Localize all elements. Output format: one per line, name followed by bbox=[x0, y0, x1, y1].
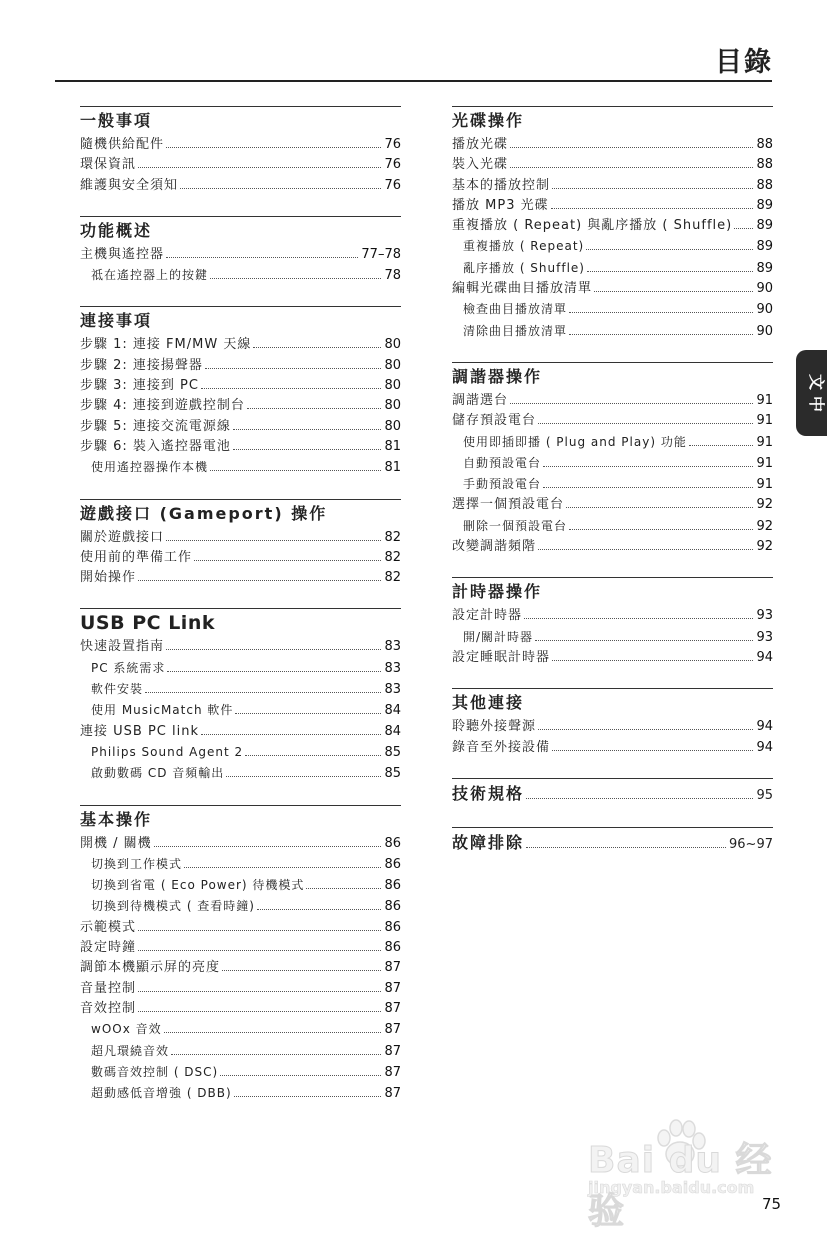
entry-page: 91 bbox=[756, 477, 773, 493]
entry-page: 86 bbox=[384, 940, 401, 956]
entry-page: 77–78 bbox=[361, 246, 401, 262]
entry-page: 90 bbox=[756, 302, 773, 318]
entry-label: 編輯光碟曲目播放清單 bbox=[452, 281, 593, 297]
dot-leader bbox=[138, 580, 381, 581]
toc-entry[interactable] bbox=[80, 176, 401, 196]
entry-label: 開始操作 bbox=[80, 570, 137, 586]
dot-leader bbox=[526, 798, 753, 799]
entry-label: 設定時鐘 bbox=[80, 940, 137, 956]
entry-page: 86 bbox=[384, 878, 401, 894]
entry-page: 86 bbox=[384, 919, 401, 935]
dot-leader bbox=[552, 188, 753, 189]
entry-label: 播放 MP3 光碟 bbox=[452, 197, 549, 213]
dot-leader bbox=[166, 257, 358, 258]
toc-section bbox=[80, 608, 401, 784]
entry-page: 91 bbox=[756, 392, 773, 408]
toc-section bbox=[452, 362, 773, 557]
dot-leader bbox=[594, 291, 753, 292]
toc-entry[interactable] bbox=[80, 938, 401, 958]
entry-label: 開/關計時器 bbox=[463, 629, 534, 644]
entry-page: 87 bbox=[384, 980, 401, 996]
page-number: 75 bbox=[762, 1195, 782, 1213]
toc-entry[interactable] bbox=[80, 763, 401, 784]
entry-label: 步驟 3: 連接到 PC bbox=[80, 378, 199, 394]
entry-label: 快速設置指南 bbox=[80, 639, 165, 655]
entry-label: 故障排除 bbox=[452, 832, 525, 852]
dot-leader bbox=[543, 487, 753, 488]
dot-leader bbox=[538, 729, 753, 730]
toc-entry[interactable] bbox=[452, 453, 773, 474]
entry-page: 83 bbox=[384, 639, 401, 655]
toc-entry[interactable] bbox=[80, 1019, 401, 1040]
entry-label: 設定計時器 bbox=[452, 608, 523, 624]
entry-page: 80 bbox=[384, 398, 401, 414]
toc-entry[interactable] bbox=[80, 457, 401, 478]
entry-label: 基本的播放控制 bbox=[452, 177, 551, 193]
toc-entry[interactable] bbox=[452, 216, 773, 236]
entry-page: 84 bbox=[384, 703, 401, 719]
toc-entry[interactable] bbox=[452, 606, 773, 626]
entry-page: 91 bbox=[756, 434, 773, 450]
toc-entry[interactable] bbox=[452, 738, 773, 758]
entry-label: 數碼音效控制 ( DSC) bbox=[91, 1064, 219, 1079]
toc-entry[interactable] bbox=[80, 1083, 401, 1104]
section-heading: 遊戲接口 (Gameport) 操作 bbox=[80, 503, 328, 523]
dot-leader bbox=[306, 888, 381, 889]
toc-entry[interactable] bbox=[80, 722, 401, 742]
entry-page: 94 bbox=[756, 739, 773, 755]
entry-page: 94 bbox=[756, 649, 773, 665]
entry-label: 維護與安全須知 bbox=[80, 177, 179, 193]
entry-label: 步驟 6: 裝入遙控器電池 bbox=[80, 438, 231, 454]
entry-page: 76 bbox=[384, 177, 401, 193]
dot-leader bbox=[234, 1096, 382, 1097]
entry-label: 超動感低音增強 ( DBB) bbox=[91, 1086, 232, 1101]
toc-section bbox=[452, 778, 773, 807]
dot-leader bbox=[586, 249, 753, 250]
dot-leader bbox=[138, 1011, 381, 1012]
entry-label: Philips Sound Agent 2 bbox=[91, 744, 244, 759]
toc-entry[interactable] bbox=[80, 700, 401, 721]
entry-label: 使用遙控器操作本機 bbox=[91, 460, 209, 475]
watermark-logo: Bai du 经验 bbox=[588, 1140, 773, 1232]
toc-entry[interactable] bbox=[80, 834, 401, 854]
entry-label: 步驟 5: 連接交流電源線 bbox=[80, 418, 231, 434]
entry-label: 超凡環繞音效 bbox=[91, 1043, 170, 1058]
entry-label: 隨機供給配件 bbox=[80, 137, 165, 152]
entry-page: 88 bbox=[756, 137, 773, 152]
left-column bbox=[80, 106, 401, 1124]
dot-leader bbox=[247, 408, 382, 409]
section-heading: 光碟操作 bbox=[452, 111, 525, 130]
dot-leader bbox=[257, 909, 381, 910]
dot-leader bbox=[166, 540, 381, 541]
toc-entry[interactable] bbox=[80, 679, 401, 700]
dot-leader bbox=[166, 649, 381, 650]
dot-leader bbox=[253, 347, 381, 348]
dot-leader bbox=[526, 847, 726, 848]
toc-entry[interactable] bbox=[452, 474, 773, 495]
dot-leader bbox=[210, 470, 381, 471]
entry-label: 步驟 4: 連接到遊戲控制台 bbox=[80, 398, 245, 414]
dot-leader bbox=[245, 755, 381, 756]
entry-page: 87 bbox=[384, 1064, 401, 1080]
toc-entry[interactable] bbox=[80, 637, 401, 657]
entry-page: 85 bbox=[384, 744, 401, 760]
entry-page: 80 bbox=[384, 378, 401, 394]
toc-entry[interactable] bbox=[80, 658, 401, 679]
toc-entry[interactable] bbox=[452, 176, 773, 196]
toc-entry[interactable] bbox=[80, 548, 401, 568]
entry-label: 重複播放 ( Repeat) bbox=[463, 239, 585, 254]
entry-page: 92 bbox=[756, 518, 773, 534]
dot-leader bbox=[510, 403, 753, 404]
dot-leader bbox=[210, 278, 381, 279]
dot-leader bbox=[145, 692, 381, 693]
dot-leader bbox=[222, 970, 381, 971]
dot-leader bbox=[569, 334, 753, 335]
entry-label: wOOx 音效 bbox=[91, 1022, 162, 1037]
entry-label: 使用即插即播 ( Plug and Play) 功能 bbox=[463, 434, 687, 449]
toc-entry[interactable] bbox=[80, 568, 401, 588]
toc-entry[interactable] bbox=[80, 742, 401, 763]
dot-leader bbox=[538, 423, 753, 424]
entry-page: 80 bbox=[384, 357, 401, 373]
dot-leader bbox=[205, 368, 382, 369]
toc-entry[interactable] bbox=[80, 896, 401, 917]
dot-leader bbox=[164, 1032, 382, 1033]
entry-page: 84 bbox=[384, 723, 401, 739]
toc-entry[interactable] bbox=[452, 391, 773, 411]
entry-page: 87 bbox=[384, 1000, 401, 1016]
entry-page: 89 bbox=[756, 218, 773, 234]
page-title: 目錄 bbox=[715, 47, 773, 78]
toc-entry[interactable] bbox=[80, 417, 401, 437]
entry-page: 86 bbox=[384, 899, 401, 915]
entry-page: 78 bbox=[384, 268, 401, 284]
section-heading: 功能概述 bbox=[80, 220, 153, 240]
dot-leader bbox=[524, 618, 753, 619]
toc-entry[interactable] bbox=[452, 321, 773, 342]
entry-page: 90 bbox=[756, 323, 773, 339]
dot-leader bbox=[569, 529, 753, 530]
dot-leader bbox=[551, 208, 754, 209]
entry-page: 83 bbox=[384, 682, 401, 698]
entry-label: 設定睡眠計時器 bbox=[452, 649, 551, 665]
dot-leader bbox=[569, 312, 753, 313]
entry-page: 89 bbox=[756, 239, 773, 255]
entry-label: 播放光碟 bbox=[452, 137, 509, 152]
entry-label: 自動預設電台 bbox=[463, 455, 542, 470]
entry-label: 亂序播放 ( Shuffle) bbox=[463, 260, 585, 275]
language-tab-char-2: 文 bbox=[806, 373, 826, 391]
toc-entry[interactable] bbox=[452, 627, 773, 648]
dot-leader bbox=[180, 188, 381, 189]
entry-page: 86 bbox=[384, 856, 401, 872]
dot-leader bbox=[138, 930, 381, 931]
entry-label: 技術規格 bbox=[452, 783, 525, 803]
entry-page: 87 bbox=[384, 1043, 401, 1059]
entry-label: 主機與遙控器 bbox=[80, 246, 165, 262]
header-rule bbox=[55, 80, 772, 82]
toc-entry[interactable] bbox=[452, 135, 773, 155]
language-tab bbox=[796, 350, 827, 436]
toc-entry[interactable] bbox=[80, 1062, 401, 1083]
entry-page: 89 bbox=[756, 260, 773, 276]
entry-page: 85 bbox=[384, 766, 401, 782]
toc-entry[interactable] bbox=[452, 717, 773, 737]
toc-entry[interactable] bbox=[80, 979, 401, 999]
toc-section bbox=[80, 805, 401, 1105]
entry-label: 清除曲目播放清單 bbox=[463, 323, 568, 338]
entry-label: 裝入光碟 bbox=[452, 157, 509, 173]
entry-page: 80 bbox=[384, 337, 401, 353]
entry-label: 啟動數碼 CD 音頻輸出 bbox=[91, 766, 225, 781]
toc-entry[interactable] bbox=[452, 516, 773, 537]
toc-section bbox=[80, 306, 401, 478]
entry-page: 82 bbox=[384, 570, 401, 586]
toc-entry[interactable] bbox=[452, 495, 773, 515]
entry-page: 76 bbox=[384, 157, 401, 173]
dot-leader bbox=[166, 147, 381, 148]
section-heading: 其他連接 bbox=[452, 693, 525, 713]
entry-page: 95 bbox=[756, 787, 773, 803]
toc-entry[interactable] bbox=[80, 875, 401, 896]
entry-label: 調節本機顯示屏的亮度 bbox=[80, 960, 221, 976]
entry-page: 76 bbox=[384, 137, 401, 152]
section-heading: 連接事項 bbox=[80, 311, 153, 331]
dot-leader bbox=[201, 734, 381, 735]
toc-entry[interactable] bbox=[452, 236, 773, 257]
dot-leader bbox=[138, 991, 381, 992]
entry-label: 開機 / 關機 bbox=[80, 835, 152, 851]
toc-entry[interactable] bbox=[80, 854, 401, 875]
toc-section bbox=[452, 827, 773, 856]
toc-entry[interactable] bbox=[80, 245, 401, 265]
dot-leader bbox=[538, 549, 753, 550]
toc-entry[interactable] bbox=[80, 356, 401, 376]
toc-entry[interactable] bbox=[452, 279, 773, 299]
toc-entry[interactable] bbox=[452, 648, 773, 668]
entry-label: 聆聽外接聲源 bbox=[452, 719, 537, 735]
toc-section bbox=[452, 688, 773, 758]
dot-leader bbox=[510, 147, 753, 148]
entry-label: 示範模式 bbox=[80, 919, 137, 935]
entry-label: 音效控制 bbox=[80, 1000, 137, 1016]
toc-section bbox=[452, 106, 773, 342]
entry-label: 刪除一個預設電台 bbox=[463, 518, 568, 533]
toc-entry[interactable] bbox=[80, 999, 401, 1019]
entry-page: 92 bbox=[756, 497, 773, 513]
section-heading: 一般事項 bbox=[80, 111, 153, 130]
toc-heading-entry[interactable] bbox=[452, 781, 773, 807]
entry-page: 88 bbox=[756, 177, 773, 193]
entry-page: 96~97 bbox=[729, 836, 773, 852]
entry-label: 切換到待機模式 ( 查看時鐘) bbox=[91, 899, 255, 914]
entry-label: 音量控制 bbox=[80, 980, 137, 996]
right-column bbox=[452, 106, 773, 876]
dot-leader bbox=[543, 466, 753, 467]
toc-entry[interactable] bbox=[452, 432, 773, 453]
toc-entry[interactable] bbox=[452, 411, 773, 431]
entry-label: 檢查曲目播放清單 bbox=[463, 302, 568, 317]
toc-section bbox=[80, 216, 401, 287]
entry-label: 祗在遙控器上的按鍵 bbox=[91, 268, 209, 283]
toc-entry[interactable] bbox=[80, 396, 401, 416]
entry-page: 93 bbox=[756, 608, 773, 624]
entry-page: 88 bbox=[756, 157, 773, 173]
entry-label: 調諧選台 bbox=[452, 392, 509, 408]
section-heading: USB PC Link bbox=[80, 612, 215, 635]
section-heading: 調諧器操作 bbox=[452, 366, 543, 386]
dot-leader bbox=[233, 429, 382, 430]
entry-label: 連接 USB PC link bbox=[80, 723, 199, 739]
dot-leader bbox=[233, 449, 382, 450]
entry-label: 環保資訊 bbox=[80, 157, 137, 173]
section-heading: 計時器操作 bbox=[452, 582, 543, 602]
entry-label: 儲存預設電台 bbox=[452, 413, 537, 429]
language-tab-char-1: 中 bbox=[806, 395, 826, 413]
toc-entry[interactable] bbox=[452, 537, 773, 557]
dot-leader bbox=[552, 660, 753, 661]
entry-page: 81 bbox=[384, 438, 401, 454]
entry-label: 選擇一個預設電台 bbox=[452, 497, 565, 513]
entry-page: 94 bbox=[756, 719, 773, 735]
dot-leader bbox=[535, 640, 753, 641]
dot-leader bbox=[587, 271, 753, 272]
toc-entry[interactable] bbox=[452, 258, 773, 279]
entry-page: 80 bbox=[384, 418, 401, 434]
dot-leader bbox=[220, 1075, 381, 1076]
dot-leader bbox=[689, 445, 754, 446]
dot-leader bbox=[566, 507, 753, 508]
section-heading: 基本操作 bbox=[80, 809, 153, 829]
dot-leader bbox=[167, 671, 381, 672]
entry-label: 切換到省電 ( Eco Power) 待機模式 bbox=[91, 878, 305, 893]
toc-entry[interactable] bbox=[80, 528, 401, 548]
entry-page: 81 bbox=[384, 460, 401, 476]
entry-page: 90 bbox=[756, 281, 773, 297]
entry-label: 手動預設電台 bbox=[463, 477, 542, 492]
entry-page: 82 bbox=[384, 529, 401, 545]
toc-entry[interactable] bbox=[452, 299, 773, 320]
dot-leader bbox=[194, 560, 381, 561]
toc-section bbox=[80, 106, 401, 196]
dot-leader bbox=[138, 950, 381, 951]
toc-entry[interactable] bbox=[80, 135, 401, 155]
entry-page: 91 bbox=[756, 413, 773, 429]
toc-entry[interactable] bbox=[452, 155, 773, 175]
dot-leader bbox=[552, 750, 753, 751]
entry-page: 89 bbox=[756, 197, 773, 213]
toc-entry[interactable] bbox=[80, 958, 401, 978]
entry-label: 步驟 2: 連接揚聲器 bbox=[80, 357, 203, 373]
toc-entry[interactable] bbox=[80, 265, 401, 286]
entry-page: 87 bbox=[384, 960, 401, 976]
dot-leader bbox=[235, 713, 381, 714]
dot-leader bbox=[510, 167, 753, 168]
dot-leader bbox=[154, 846, 382, 847]
entry-label: 步驟 1: 連接 FM/MW 天線 bbox=[80, 337, 252, 353]
entry-label: 使用前的準備工作 bbox=[80, 549, 193, 565]
entry-label: 切換到工作模式 bbox=[91, 856, 183, 871]
toc-section bbox=[452, 577, 773, 668]
dot-leader bbox=[201, 388, 381, 389]
entry-label: 關於遊戲接口 bbox=[80, 529, 165, 545]
entry-label: 改變調諧頻階 bbox=[452, 539, 537, 555]
entry-page: 92 bbox=[756, 539, 773, 555]
dot-leader bbox=[171, 1054, 381, 1055]
toc-entry[interactable] bbox=[80, 437, 401, 457]
dot-leader bbox=[734, 228, 753, 229]
entry-page: 82 bbox=[384, 549, 401, 565]
toc-entry[interactable] bbox=[80, 376, 401, 396]
toc-entry[interactable] bbox=[80, 1041, 401, 1062]
dot-leader bbox=[226, 776, 381, 777]
entry-page: 83 bbox=[384, 660, 401, 676]
toc-section bbox=[80, 499, 401, 589]
entry-page: 87 bbox=[384, 1022, 401, 1038]
entry-page: 93 bbox=[756, 629, 773, 645]
entry-label: 錄音至外接設備 bbox=[452, 739, 551, 755]
entry-label: 重複播放 ( Repeat) 與亂序播放 ( Shuffle) bbox=[452, 218, 733, 234]
dot-leader bbox=[138, 167, 381, 168]
entry-page: 87 bbox=[384, 1086, 401, 1102]
toc-heading-entry[interactable] bbox=[452, 830, 773, 856]
toc-entry[interactable] bbox=[80, 335, 401, 355]
entry-page: 86 bbox=[384, 835, 401, 851]
toc-entry[interactable] bbox=[80, 918, 401, 938]
entry-label: 軟件安裝 bbox=[91, 682, 144, 697]
entry-label: 使用 MusicMatch 軟件 bbox=[91, 703, 234, 718]
dot-leader bbox=[184, 867, 381, 868]
watermark-url: jingyan.baidu.com bbox=[588, 1178, 755, 1197]
toc-entry[interactable] bbox=[80, 155, 401, 175]
toc-entry[interactable] bbox=[452, 196, 773, 216]
entry-label: PC 系統需求 bbox=[91, 660, 166, 675]
entry-page: 91 bbox=[756, 455, 773, 471]
